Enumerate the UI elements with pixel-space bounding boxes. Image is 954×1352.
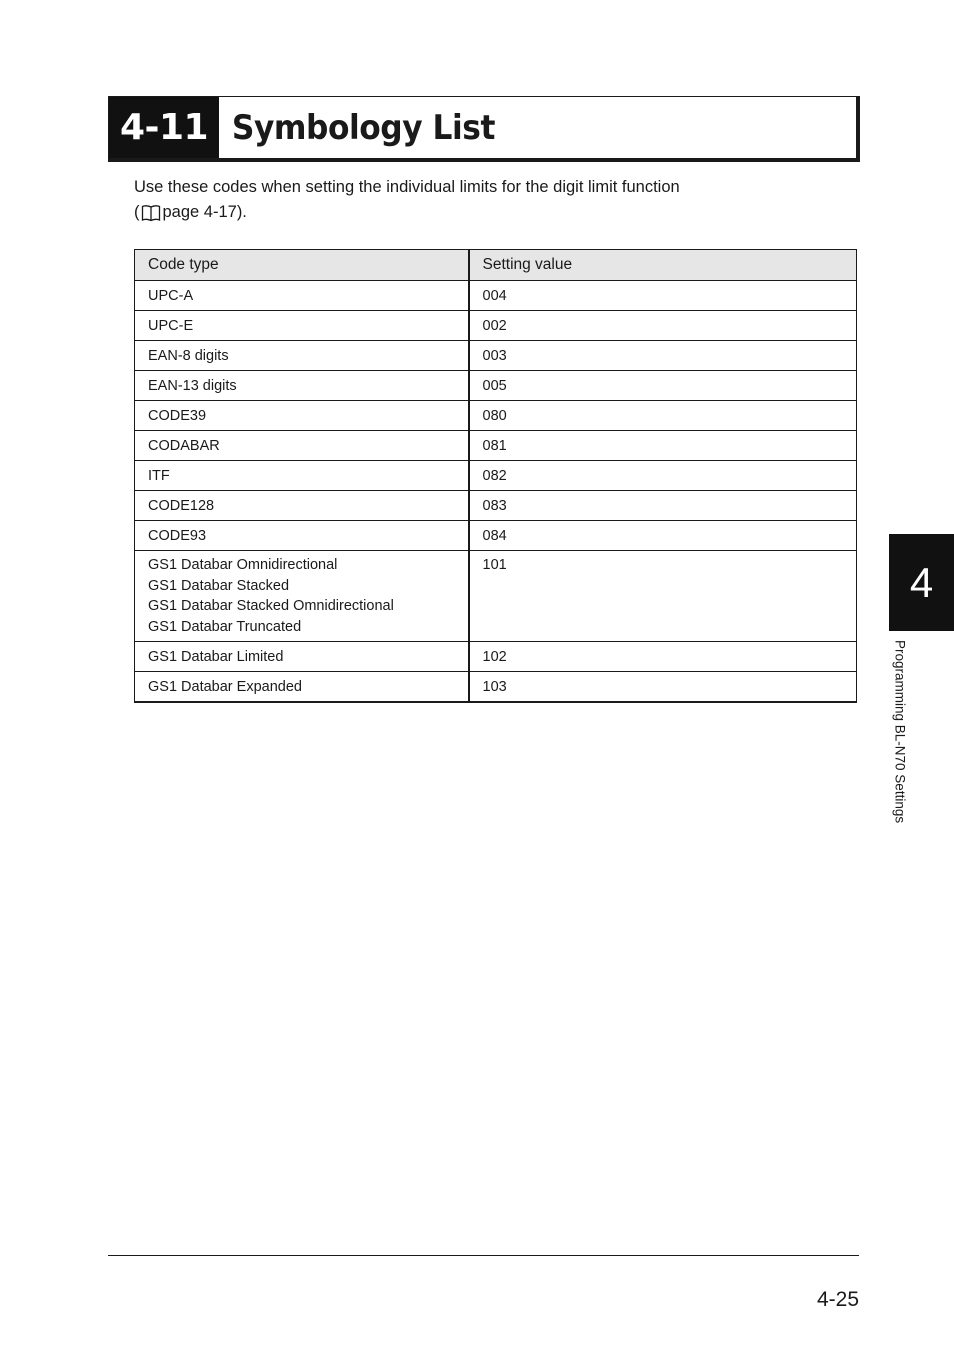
code-type-cell: EAN-13 digits — [135, 371, 469, 401]
table-row — [135, 672, 857, 703]
table-row — [135, 551, 857, 642]
book-icon — [141, 204, 161, 222]
footer-divider — [108, 1255, 859, 1256]
code-type-cell: EAN-8 digits — [135, 341, 469, 371]
table-header-row — [135, 250, 857, 281]
code-type-cell — [135, 551, 469, 642]
code-type-cell: UPC-E — [135, 311, 469, 341]
setting-value-cell: 081 — [469, 431, 857, 461]
code-type-cell: GS1 Databar Limited — [135, 642, 469, 672]
setting-value-cell: 002 — [469, 311, 857, 341]
code-type-line: GS1 Databar Truncated — [148, 618, 302, 635]
code-type-cell: GS1 Databar Expanded — [135, 672, 469, 703]
code-type-line: GS1 Databar Stacked Omnidirectional — [148, 598, 394, 614]
page-number: 4-25 — [816, 1288, 859, 1311]
code-type-line: GS1 Databar Omnidirectional — [148, 557, 338, 573]
setting-value-cell: 080 — [469, 401, 857, 431]
table-row — [135, 311, 857, 341]
setting-value-cell: 082 — [469, 461, 857, 491]
intro-line: Use these codes when setting the individual limits for the digit limit function — [134, 178, 680, 196]
chapter-tab: 4 — [889, 534, 954, 631]
setting-value-cell: 003 — [469, 341, 857, 371]
table-row — [135, 642, 857, 672]
setting-value-cell: 084 — [469, 521, 857, 551]
code-type-cell: CODE39 — [135, 401, 469, 431]
table-row — [135, 401, 857, 431]
setting-value-cell: 103 — [469, 672, 857, 703]
section-number: 4-11 — [109, 97, 219, 158]
setting-value-cell: 004 — [469, 281, 857, 311]
page-reference — [134, 200, 834, 225]
table-row — [135, 461, 857, 491]
setting-value-cell: 083 — [469, 491, 857, 521]
setting-value-cell: 101 — [469, 551, 857, 642]
page-reference-link[interactable]: page 4-17). — [162, 203, 247, 221]
chapter-label-text: Programming BL-N70 Settings — [892, 640, 908, 824]
intro-paragraph — [134, 175, 834, 225]
code-type-cell: CODE128 — [135, 491, 469, 521]
section-header — [108, 96, 860, 162]
header-code-type: Code type — [135, 250, 469, 281]
symbology-table — [134, 249, 857, 703]
table-row — [135, 341, 857, 371]
code-type-cell: UPC-A — [135, 281, 469, 311]
code-type-cell: CODABAR — [135, 431, 469, 461]
chapter-side-label — [889, 640, 911, 856]
code-type-cell: ITF — [135, 461, 469, 491]
table-row — [135, 491, 857, 521]
code-type-line: GS1 Databar Stacked — [148, 577, 290, 594]
header-setting-value: Setting value — [469, 250, 857, 281]
code-type-cell: CODE93 — [135, 521, 469, 551]
table-row — [135, 431, 857, 461]
ref-open-paren: ( — [134, 203, 140, 221]
table-row — [135, 371, 857, 401]
setting-value-cell: 005 — [469, 371, 857, 401]
table-row — [135, 521, 857, 551]
section-title: Symbology List — [231, 107, 495, 148]
table-row — [135, 281, 857, 311]
setting-value-cell: 102 — [469, 642, 857, 672]
